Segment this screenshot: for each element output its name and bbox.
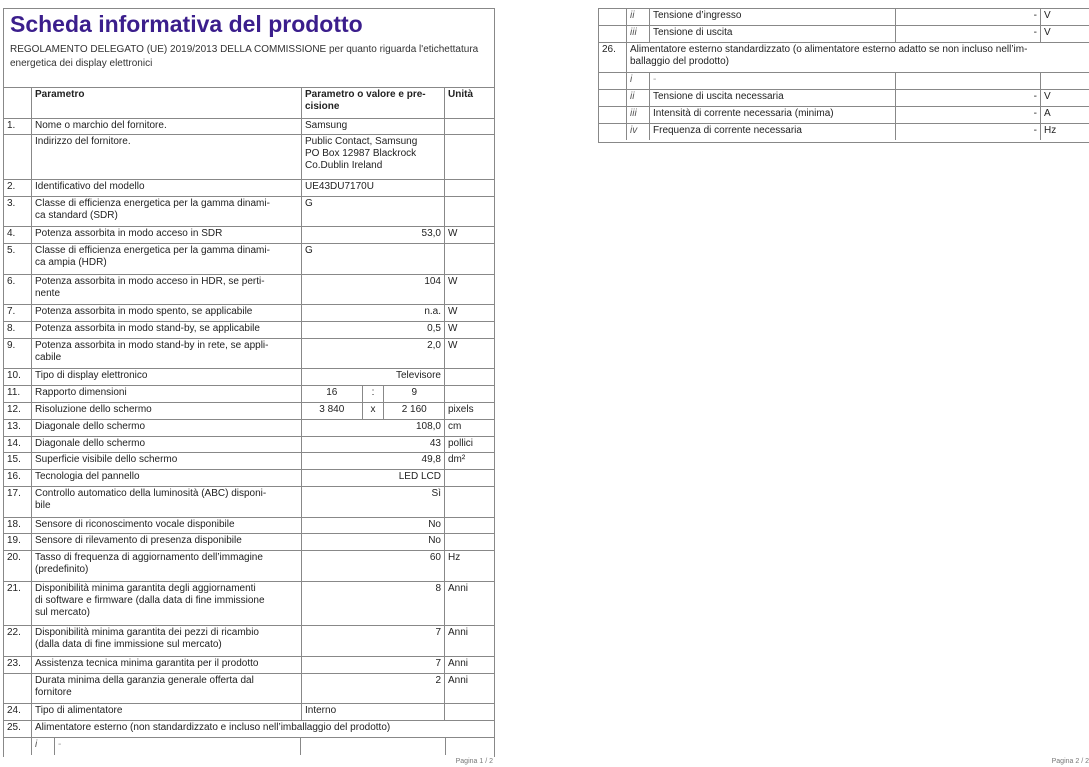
row-value-a: 16 — [326, 387, 338, 399]
row-number: 16. — [7, 471, 21, 483]
table-row — [4, 469, 494, 487]
table-row — [4, 196, 494, 228]
row-number-cell — [599, 73, 626, 90]
row-unit: Anni — [444, 674, 494, 705]
row-value: No — [301, 518, 444, 535]
row-parameter: Disponibilità minima garantita degli aggiornamenti di software e firmware (dalla data di fine immissione sul mercato) — [31, 582, 301, 626]
row-value: - — [895, 124, 1040, 141]
row-parameter: - — [54, 738, 300, 755]
table-row — [4, 656, 494, 674]
row-parameter: Identificativo del modello — [31, 180, 301, 197]
row-value: 43 — [301, 437, 444, 454]
row-value: Samsung — [301, 119, 444, 136]
row-number: 7. — [7, 306, 16, 318]
row-unit — [445, 738, 494, 755]
row-parameter: Frequenza di corrente necessaria — [649, 124, 895, 141]
row-value-sep: x — [362, 403, 385, 420]
table-row — [4, 226, 494, 244]
row-unit — [444, 487, 494, 518]
page-2 — [545, 0, 1089, 767]
row-value: - — [895, 26, 1040, 43]
row-unit — [444, 534, 494, 551]
row-parameter: Tensione di uscita necessaria — [649, 90, 895, 107]
row-parameter: Nome o marchio del fornitore. — [31, 119, 301, 136]
row-value: 108,0 — [301, 420, 444, 437]
row-number: 20. — [7, 552, 21, 564]
row-value: 49,8 — [301, 453, 444, 470]
row-number-cell — [599, 9, 626, 26]
page-number: Pagina 1 / 2 — [455, 758, 493, 765]
header-number-cell — [4, 88, 31, 119]
row-number-cell — [599, 26, 626, 43]
row-unit: W — [444, 275, 494, 306]
row-value: - — [895, 107, 1040, 124]
row-value: 7 — [301, 626, 444, 657]
row-value: 60 — [301, 551, 444, 582]
row-number-cell — [599, 124, 626, 141]
row-unit: Anni — [444, 626, 494, 657]
row-value: Interno — [301, 704, 444, 721]
table-row — [599, 89, 1089, 107]
product-sheet-frame-2 — [598, 8, 1089, 143]
row-parameter: Superficie visibile dello schermo — [31, 453, 301, 470]
header-unit: Unità — [444, 88, 494, 119]
table-row — [4, 720, 494, 738]
row-parameter: Potenza assorbita in modo stand-by in rete, se appli- cabile — [31, 339, 301, 370]
row-unit — [444, 135, 494, 179]
table-row — [4, 338, 494, 370]
row-number: 4. — [7, 228, 16, 240]
row-parameter: Sensore di rilevamento di presenza disponibile — [31, 534, 301, 551]
row-unit — [444, 119, 494, 136]
table-row — [4, 304, 494, 322]
row-parameter: Tensione d’ingresso — [649, 9, 895, 26]
table-header-row — [4, 87, 494, 119]
row-number-cell — [599, 107, 626, 124]
row-number: 8. — [7, 323, 16, 334]
table-row — [4, 368, 494, 386]
row-unit — [1040, 73, 1089, 90]
row-section-title: Alimentatore esterno standardizzato (o alimentatore esterno adatto se non incluso nell’im- ballaggio del prodotto) — [626, 43, 1089, 74]
table-row — [4, 419, 494, 437]
row-parameter: Tipo di alimentatore — [31, 704, 301, 721]
row-parameter: Classe di efficienza energetica per la gamma dinami- ca standard (SDR) — [31, 197, 301, 228]
table-row — [4, 436, 494, 454]
row-number: 26. — [602, 43, 616, 55]
page-title: Scheda informativa del prodotto — [10, 11, 363, 37]
table-row — [4, 179, 494, 197]
row-value: 2 — [301, 674, 444, 705]
page-subtitle: REGOLAMENTO DELEGATO (UE) 2019/2013 DELLA COMMISSIONE per quanto riguarda l'etichettatura energetica dei display elettronici — [10, 44, 479, 69]
product-sheet-frame — [3, 8, 495, 757]
row-unit — [444, 180, 494, 197]
row-parameter: Indirizzo del fornitore. — [31, 135, 301, 179]
row-unit: pollici — [444, 437, 494, 454]
table-row — [4, 321, 494, 339]
row-parameter: Potenza assorbita in modo acceso in SDR — [31, 227, 301, 244]
row-value-split — [301, 386, 444, 403]
row-number: 5. — [7, 245, 16, 256]
row-parameter: Potenza assorbita in modo spento, se applicabile — [31, 305, 301, 322]
table-row — [4, 581, 494, 626]
row-unit: Hz — [1040, 124, 1089, 141]
row-number: 6. — [7, 275, 16, 287]
row-parameter: Tensione di uscita — [649, 26, 895, 43]
table-row — [4, 517, 494, 535]
row-number — [4, 674, 31, 705]
row-value: G — [301, 197, 444, 228]
table-row — [4, 402, 494, 420]
row-value: - — [895, 90, 1040, 107]
row-parameter: Potenza assorbita in modo acceso in HDR, se perti- nente — [31, 275, 301, 306]
row-number: 24. — [7, 705, 21, 717]
table-row — [4, 673, 494, 705]
table-row — [599, 106, 1089, 124]
row-unit — [444, 386, 494, 403]
row-number: 17. — [7, 488, 21, 499]
row-sub-index: ii — [626, 9, 649, 26]
row-number-cell — [599, 90, 626, 107]
row-value: No — [301, 534, 444, 551]
table-row — [4, 385, 494, 403]
row-parameter: - — [649, 73, 895, 90]
row-number: 11. — [7, 387, 21, 399]
row-parameter: Risoluzione dello schermo — [31, 403, 301, 420]
row-value-sep: : — [362, 386, 385, 403]
row-unit: cm — [444, 420, 494, 437]
table-row — [4, 703, 494, 721]
row-unit — [444, 704, 494, 721]
row-unit: W — [444, 305, 494, 322]
row-value: 0,5 — [301, 322, 444, 339]
row-section-title: Alimentatore esterno (non standardizzato e incluso nell’imballaggio del prodotto) — [31, 721, 494, 738]
row-value: Televisore — [301, 369, 444, 386]
row-value-a: 3 840 — [319, 404, 345, 415]
header-value: Parametro o valore e pre- cisione — [301, 88, 444, 119]
table-row — [4, 118, 494, 136]
row-parameter: Diagonale dello schermo — [31, 437, 301, 454]
row-value: UE43DU7170U — [301, 180, 444, 197]
row-number: 14. — [7, 437, 21, 449]
row-value — [300, 738, 445, 755]
table-row — [4, 486, 494, 518]
row-value-b: 2 160 — [401, 404, 427, 415]
row-unit: dm² — [444, 453, 494, 470]
page-number: Pagina 2 / 2 — [1051, 758, 1089, 765]
row-value — [895, 73, 1040, 90]
row-value: 8 — [301, 582, 444, 626]
row-unit: pixels — [444, 403, 494, 420]
row-number: 25. — [7, 722, 21, 733]
row-number: 12. — [7, 404, 21, 415]
table-row — [4, 274, 494, 306]
table-row — [4, 452, 494, 470]
row-value: 53,0 — [301, 227, 444, 244]
row-unit — [444, 197, 494, 228]
row-sub-index: ii — [626, 90, 649, 107]
row-unit: Anni — [444, 582, 494, 626]
table-row — [4, 533, 494, 551]
row-parameter: Tasso di frequenza di aggiornamento dell’immagine (predefinito) — [31, 551, 301, 582]
row-unit: A — [1040, 107, 1089, 124]
row-unit — [444, 244, 494, 275]
row-value: 104 — [301, 275, 444, 306]
row-number: 2. — [7, 180, 16, 192]
header-parameter: Parametro — [31, 88, 301, 119]
row-value: G — [301, 244, 444, 275]
row-number: 3. — [7, 197, 16, 209]
row-number — [4, 135, 31, 179]
table-row — [4, 134, 494, 179]
row-sub-index: iii — [626, 26, 649, 43]
row-sub-index: i — [31, 738, 54, 755]
row-parameter: Assistenza tecnica minima garantita per il prodotto — [31, 657, 301, 674]
row-unit: W — [444, 227, 494, 244]
row-parameter: Diagonale dello schermo — [31, 420, 301, 437]
row-number: 13. — [7, 420, 21, 432]
row-value: LED LCD — [301, 470, 444, 487]
table-row — [4, 625, 494, 657]
row-number: 10. — [7, 370, 21, 382]
row-parameter: Intensità di corrente necessaria (minima) — [649, 107, 895, 124]
table-row — [4, 243, 494, 275]
row-unit — [444, 518, 494, 535]
table-row — [4, 737, 494, 755]
row-unit: Hz — [444, 551, 494, 582]
row-value: Public Contact, Samsung PO Box 12987 Blackrock Co.Dublin Ireland — [301, 135, 444, 179]
row-sub-index: iii — [626, 107, 649, 124]
row-unit — [444, 369, 494, 386]
row-number: 21. — [7, 582, 21, 594]
row-parameter: Classe di efficienza energetica per la gamma dinami- ca ampia (HDR) — [31, 244, 301, 275]
table-row — [599, 72, 1089, 90]
row-unit: V — [1040, 9, 1089, 26]
table-row — [599, 25, 1089, 43]
row-number: 15. — [7, 454, 21, 466]
row-number: 19. — [7, 535, 21, 547]
row-unit: W — [444, 322, 494, 339]
row-value-split — [301, 403, 444, 420]
row-value: n.a. — [301, 305, 444, 322]
table-row — [599, 123, 1089, 141]
row-value: Sì — [301, 487, 444, 518]
row-unit: V — [1040, 26, 1089, 43]
row-value: 7 — [301, 657, 444, 674]
table-row — [599, 42, 1089, 74]
row-number: 1. — [7, 119, 16, 131]
row-unit: V — [1040, 90, 1089, 107]
row-value: - — [895, 9, 1040, 26]
row-unit: W — [444, 339, 494, 370]
row-number: 9. — [7, 339, 16, 351]
row-value: 2,0 — [301, 339, 444, 370]
row-parameter: Durata minima della garanzia generale offerta dal fornitore — [31, 674, 301, 705]
table-row — [599, 8, 1089, 26]
row-number: 22. — [7, 627, 21, 639]
row-parameter: Controllo automatico della luminosità (ABC) disponi- bile — [31, 487, 301, 518]
row-parameter: Rapporto dimensioni — [31, 386, 301, 403]
row-number: 18. — [7, 518, 21, 530]
row-sub-index: iv — [626, 124, 649, 141]
row-parameter: Tipo di display elettronico — [31, 369, 301, 386]
row-number: 23. — [7, 657, 21, 669]
table-row — [4, 550, 494, 582]
row-parameter: Disponibilità minima garantita dei pezzi di ricambio (dalla data di fine immissione sul mercato) — [31, 626, 301, 657]
row-unit — [444, 470, 494, 487]
row-sub-index: i — [626, 73, 649, 90]
row-unit: Anni — [444, 657, 494, 674]
row-value-b: 9 — [411, 387, 417, 399]
row-parameter: Tecnologia del pannello — [31, 470, 301, 487]
row-parameter: Potenza assorbita in modo stand-by, se applicabile — [31, 322, 301, 339]
row-parameter: Sensore di riconoscimento vocale disponibile — [31, 518, 301, 535]
row-number-cell — [4, 738, 31, 755]
